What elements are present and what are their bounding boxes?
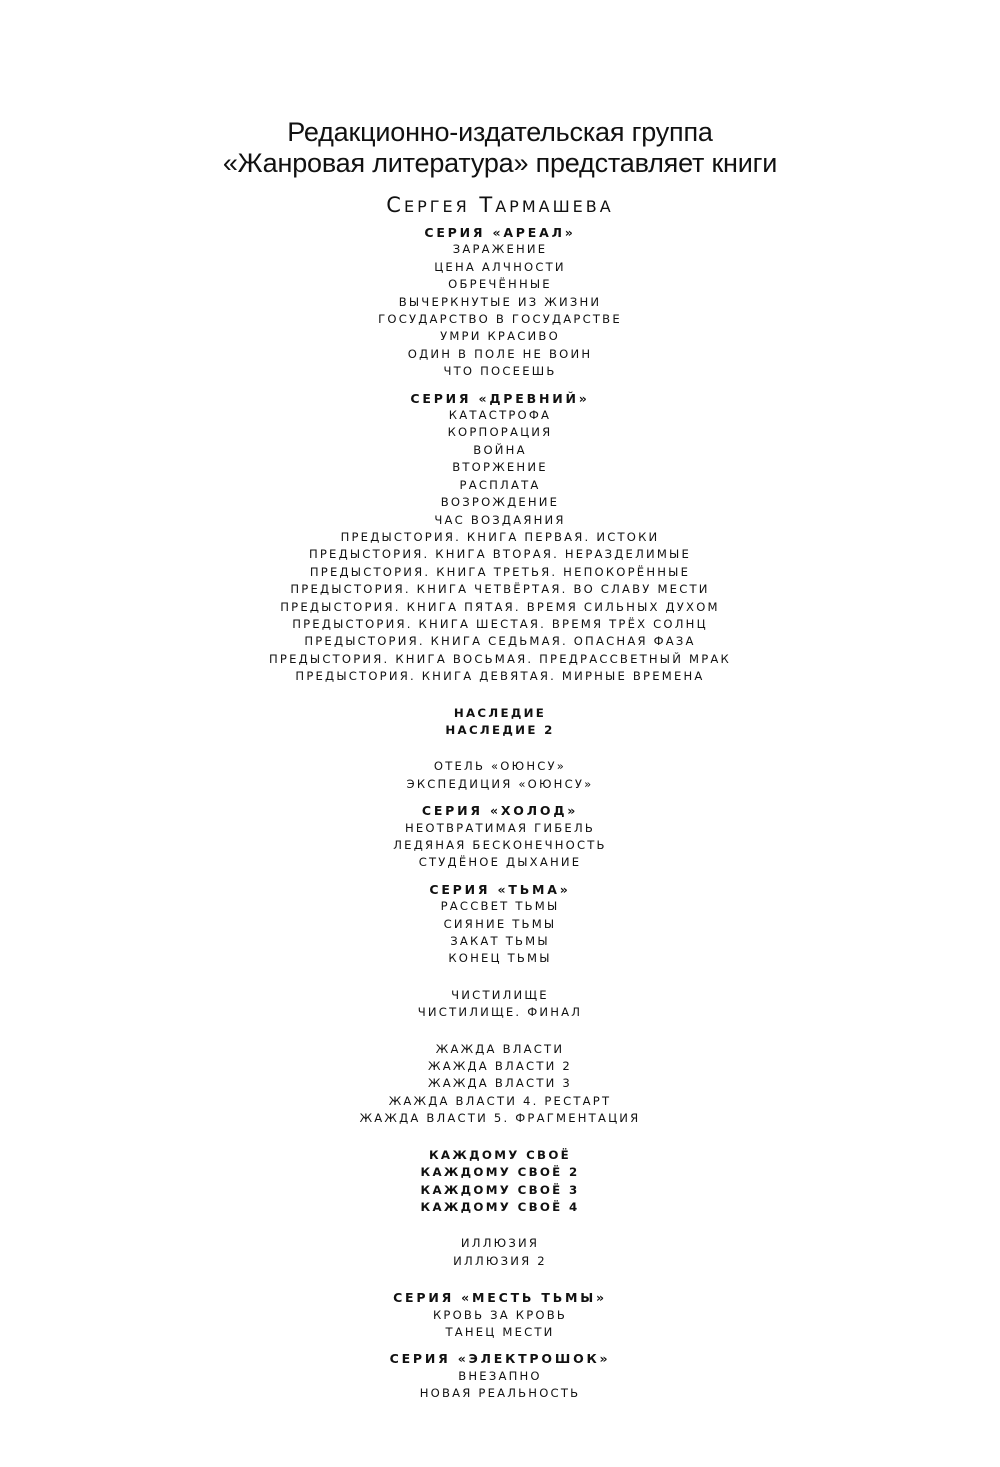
book-group [0,802,1000,872]
series-heading: СЕРИЯ «ДРЕВНИЙ» [410,390,590,406]
book-title-list [0,241,1000,380]
book-title: ЛЕДЯНАЯ БЕСКОНЕЧНОСТЬ [393,838,607,852]
publisher-line-1: Редакционно-издательская группа [287,117,713,147]
book-title-list [0,1147,1000,1217]
book-title: ЦЕНА АЛЧНОСТИ [434,259,566,274]
book-title: ИЛЛЮЗИЯ 2 [453,1253,547,1268]
author-first-name [386,193,469,217]
book-group [0,1041,1000,1128]
book-groups [0,224,1000,1403]
book-title-list [0,1041,1000,1128]
book-list-page [0,117,1000,1403]
book-group [0,1147,1000,1217]
book-title-list [0,820,1000,872]
book-title: ЧИСТИЛИЩЕ [451,987,549,1002]
book-title: НАСЛЕДИЕ [453,705,547,720]
book-title: ВОЙНА [473,442,527,457]
book-title: КАТАСТРОФА [448,408,552,423]
publisher-line-2: «Жанровая литература» представляет книги [222,148,778,178]
book-title: ВНЕЗАПНО [458,1368,542,1383]
book-title: ЧТО ПОСЕЕШЬ [443,364,557,379]
book-title: ЖАЖДА ВЛАСТИ 3 [428,1076,572,1091]
book-group [0,881,1000,968]
book-title-list [0,705,1000,740]
author-last-initial: Т [479,193,496,217]
book-group [0,758,1000,793]
book-group [0,224,1000,381]
book-title: ЗАКАТ ТЬМЫ [450,934,550,949]
book-title: ГОСУДАРСТВО В ГОСУДАРСТВЕ [378,312,622,327]
book-title-list [0,758,1000,793]
book-title-list [0,898,1000,968]
book-group [0,705,1000,740]
book-group [0,1289,1000,1341]
author-first-initial: С [386,193,404,217]
book-title: ПРЕДЫСТОРИЯ. КНИГА ЧЕТВЁРТАЯ. ВО СЛАВУ МЕСТИ [290,582,710,597]
author-first-rest: ЕРГЕЯ [403,197,470,216]
book-title: ЧАС ВОЗДАЯНИЯ [434,512,566,527]
book-title: ПРЕДЫСТОРИЯ. КНИГА ТРЕТЬЯ. НЕПОКОРЁННЫЕ [309,564,691,579]
series-heading: СЕРИЯ «ЭЛЕКТРОШОК» [389,1351,611,1367]
book-title: ОТЕЛЬ «ОЮНСУ» [433,759,567,774]
book-title-list [0,1307,1000,1342]
book-title: ПРЕДЫСТОРИЯ. КНИГА ВОСЬМАЯ. ПРЕДРАССВЕТНЫЙ МРАК [269,651,731,666]
book-title-list [0,1235,1000,1270]
book-title: ПРЕДЫСТОРИЯ. КНИГА ДЕВЯТАЯ. МИРНЫЕ ВРЕМЕНА [295,669,705,684]
series-heading: СЕРИЯ «МЕСТЬ ТЬМЫ» [393,1290,607,1306]
book-title: КАЖДОМУ СВОЁ 2 [420,1165,580,1180]
book-title: НАСЛЕДИЕ 2 [445,722,555,737]
book-title: РАССВЕТ ТЬМЫ [440,899,560,914]
book-title: ИЛЛЮЗИЯ [460,1236,540,1251]
author-last-rest: АРМАШЕВА [495,197,614,216]
book-title: ЖАЖДА ВЛАСТИ 4. РЕСТАРТ [388,1093,612,1108]
book-title: ЖАЖДА ВЛАСТИ 2 [428,1059,572,1074]
book-title: ПРЕДЫСТОРИЯ. КНИГА ВТОРАЯ. НЕРАЗДЕЛИМЫЕ [308,547,692,562]
series-heading: СЕРИЯ «АРЕАЛ» [424,225,576,240]
book-title: ПРЕДЫСТОРИЯ. КНИГА ПЕРВАЯ. ИСТОКИ [340,529,660,544]
book-title: СТУДЁНОЕ ДЫХАНИЕ [418,855,582,870]
book-title-list [0,407,1000,686]
book-title: ОДИН В ПОЛЕ НЕ ВОИН [407,346,593,361]
book-title: ОБРЕЧЁННЫЕ [448,277,552,292]
book-title: ВТОРЖЕНИЕ [452,460,548,475]
book-title: КРОВЬ ЗА КРОВЬ [432,1307,568,1322]
book-title: ЧИСТИЛИЩЕ. ФИНАЛ [417,1005,583,1020]
series-heading: СЕРИЯ «ТЬМА» [429,881,571,897]
book-title: ВОЗРОЖДЕНИЕ [440,495,560,510]
book-title: УМРИ КРАСИВО [440,329,560,344]
book-title-list [0,1368,1000,1403]
book-title: ВЫЧЕРКНУТЫЕ ИЗ ЖИЗНИ [398,294,602,309]
book-title: РАСПЛАТА [459,477,541,492]
author-last-name [479,193,613,217]
book-title: ЭКСПЕДИЦИЯ «ОЮНСУ» [406,776,594,791]
book-title: СИЯНИЕ ТЬМЫ [443,916,557,931]
book-title-list [0,987,1000,1022]
book-group [0,1235,1000,1270]
book-title: ТАНЕЦ МЕСТИ [445,1324,555,1339]
author-name [0,191,1000,221]
book-title: ПРЕДЫСТОРИЯ. КНИГА СЕДЬМАЯ. ОПАСНАЯ ФАЗА [304,634,696,649]
book-title: ЗАРАЖЕНИЕ [452,242,548,257]
book-title: ЖАЖДА ВЛАСТИ [435,1041,565,1056]
series-heading: СЕРИЯ «ХОЛОД» [421,803,579,819]
book-title: КОНЕЦ ТЬМЫ [448,951,552,966]
book-title: КАЖДОМУ СВОЁ [428,1147,572,1162]
book-title: КАЖДОМУ СВОЁ 4 [420,1199,580,1214]
book-title: ПРЕДЫСТОРИЯ. КНИГА ПЯТАЯ. ВРЕМЯ СИЛЬНЫХ ДУХОМ [280,599,720,614]
book-group [0,1350,1000,1402]
book-title: КОРПОРАЦИЯ [447,425,553,440]
book-title: НЕОТВРАТИМАЯ ГИБЕЛЬ [404,820,596,835]
book-title: КАЖДОМУ СВОЁ 3 [420,1182,580,1197]
book-group [0,987,1000,1022]
book-title: ПРЕДЫСТОРИЯ. КНИГА ШЕСТАЯ. ВРЕМЯ ТРЁХ СОЛНЦ [292,616,708,631]
book-title: НОВАЯ РЕАЛЬНОСТЬ [419,1386,581,1401]
book-group [0,390,1000,686]
book-title: ЖАЖДА ВЛАСТИ 5. ФРАГМЕНТАЦИЯ [359,1111,641,1126]
